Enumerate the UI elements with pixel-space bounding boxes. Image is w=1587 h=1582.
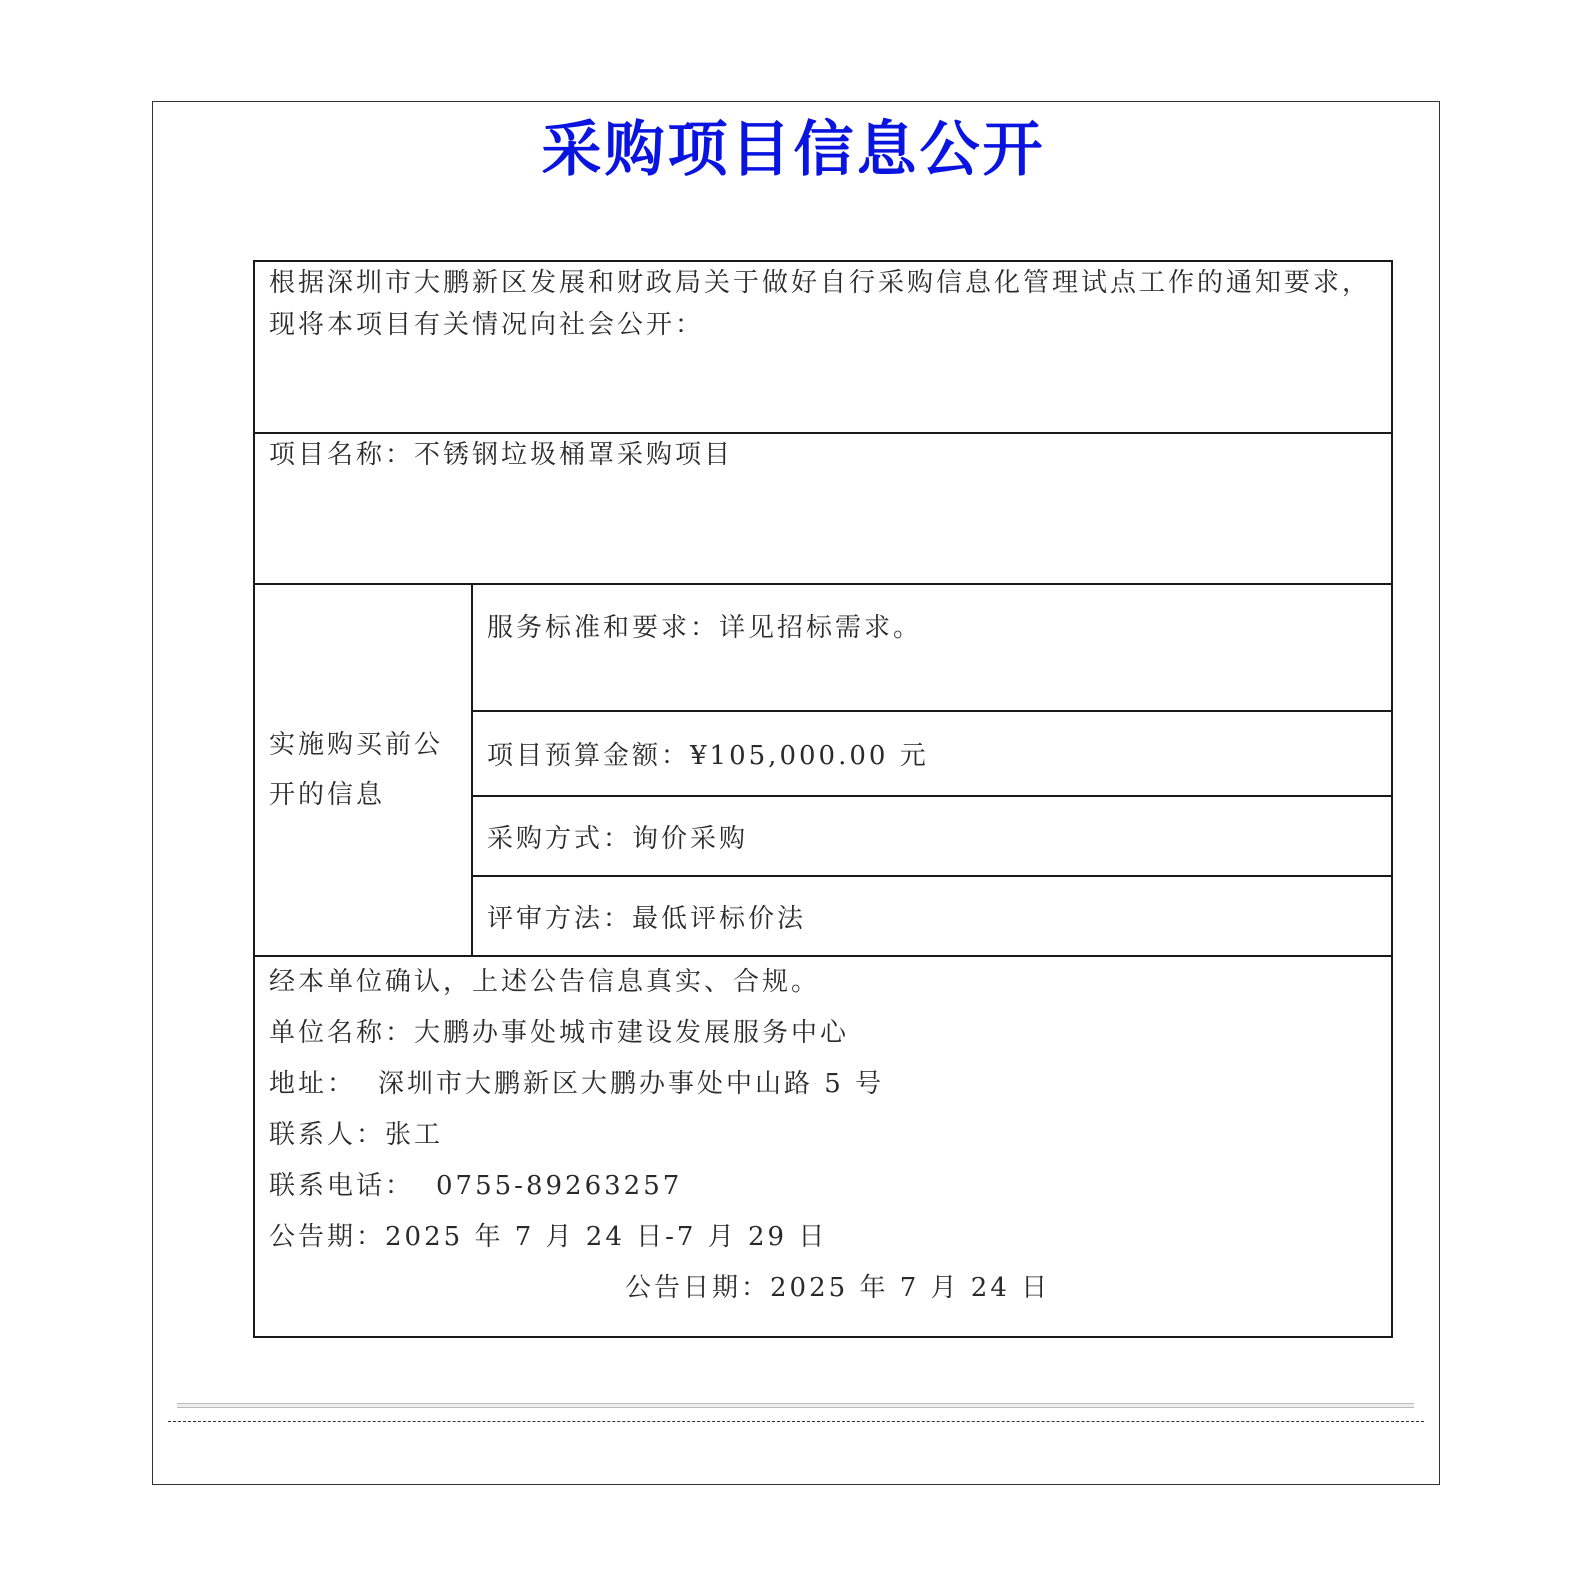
period-value: 2025 年 7 月 24 日-7 月 29 日 [385, 1222, 828, 1252]
confirmation-row [254, 956, 1392, 1337]
dashed-rule-divider [168, 1421, 1424, 1422]
intro-text: 根据深圳市大鹏新区发展和财政局关于做好自行采购信息化管理试点工作的通知要求，现将本项目有关情况向社会公开： [254, 261, 1392, 433]
phone-line [269, 1161, 1377, 1212]
intro-row [254, 261, 1392, 433]
date-value: 2025 年 7 月 24 日 [770, 1273, 1051, 1303]
phone-label: 联系电话： [269, 1171, 415, 1201]
method-cell [472, 796, 1392, 876]
notice-table [253, 260, 1393, 1338]
project-name-row [254, 433, 1392, 584]
confirmation-statement: 经本单位确认，上述公告信息真实、合规。 [269, 967, 821, 997]
contact-label: 联系人： [269, 1120, 386, 1150]
date-label: 公告日期： [625, 1273, 771, 1303]
budget-value: ¥105,000.00 元 [690, 741, 929, 771]
confirmation-cell [254, 956, 1392, 1337]
service-label: 服务标准和要求： [487, 613, 720, 643]
budget-label: 项目预算金额： [487, 741, 691, 771]
service-row [254, 584, 1392, 711]
address-label: 地址： [269, 1069, 357, 1099]
method-value: 询价采购 [632, 823, 749, 854]
address-value: 深圳市大鹏新区大鹏办事处中山路 5 号 [378, 1069, 885, 1099]
project-name-cell [254, 433, 1392, 584]
phone-value: 0755-89263257 [436, 1171, 683, 1201]
address-line [269, 1059, 1377, 1110]
evaluation-value: 最低评标价法 [632, 903, 807, 934]
pre-purchase-label: 实施购买前公开的信息 [254, 584, 472, 956]
evaluation-cell [472, 876, 1392, 956]
evaluation-label: 评审方法： [487, 903, 633, 934]
page-title: 采购项目信息公开 [541, 115, 1046, 185]
unit-label: 单位名称： [269, 1018, 415, 1048]
project-name-label: 项目名称： [269, 440, 415, 470]
date-line [269, 1263, 1377, 1314]
double-rule-divider [177, 1403, 1414, 1408]
method-label: 采购方式： [487, 823, 633, 854]
project-name-value: 不锈钢垃圾桶罩采购项目 [414, 440, 734, 470]
contact-line [269, 1110, 1377, 1161]
unit-value: 大鹏办事处城市建设发展服务中心 [414, 1018, 850, 1048]
period-line [269, 1212, 1377, 1263]
service-value: 详见招标需求。 [719, 613, 923, 643]
service-cell [472, 584, 1392, 711]
period-label: 公告期： [269, 1222, 386, 1252]
contact-value: 张工 [385, 1120, 444, 1150]
unit-line [269, 1008, 1377, 1059]
budget-cell [472, 711, 1392, 796]
